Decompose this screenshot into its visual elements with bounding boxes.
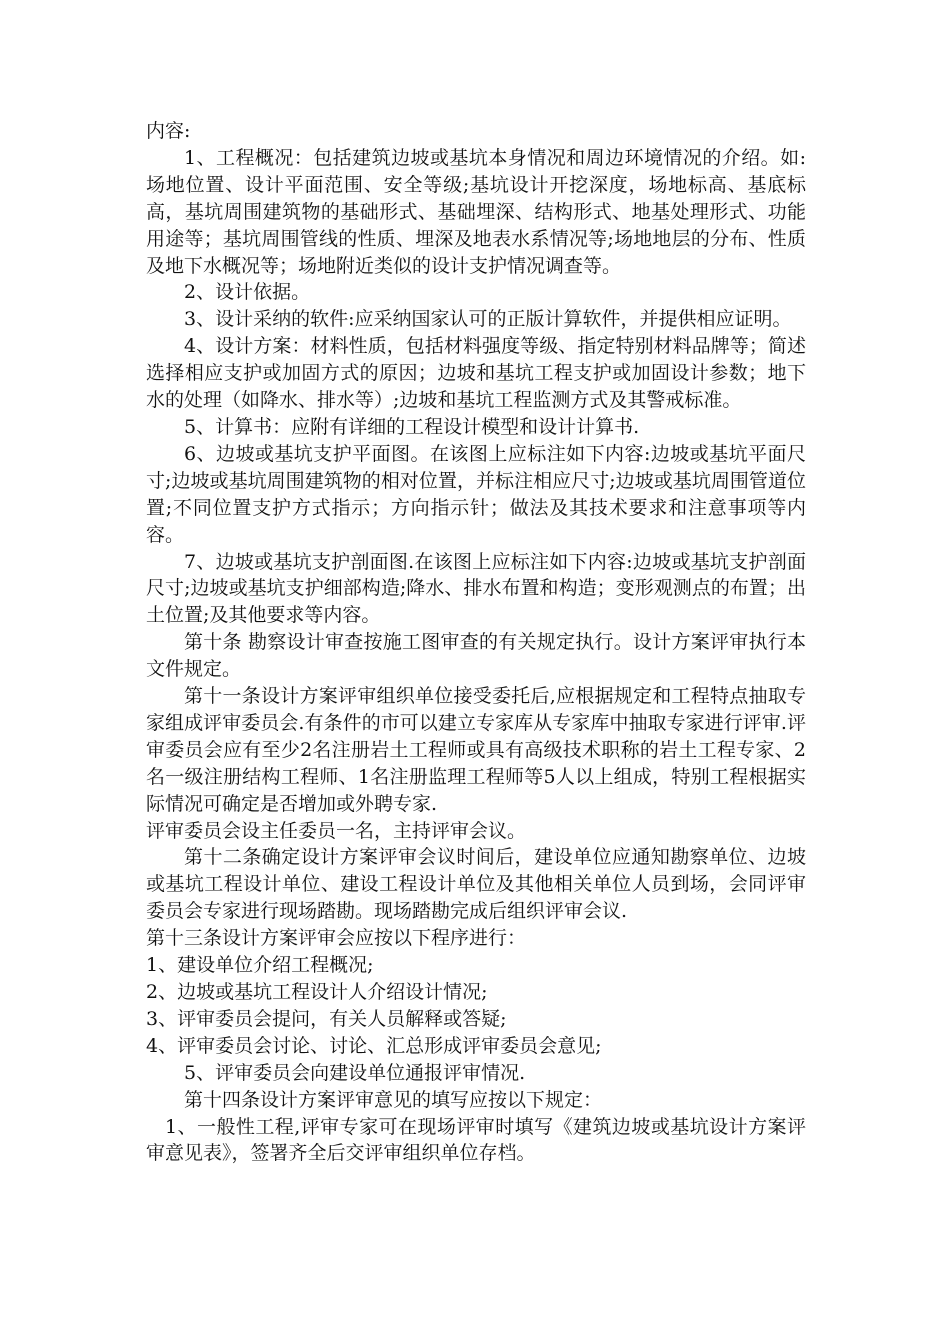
content-heading: 内容: (146, 120, 191, 142)
article-13: 第十三条设计方案评审会应按以下程序进行： (146, 927, 527, 950)
procedure-step-5: 5、评审委员会向建设单位通报评审情况. (184, 1061, 526, 1084)
procedure-step-2: 2、边坡或基坑工程设计人介绍设计情况; (146, 981, 488, 1003)
document-body (146, 118, 806, 1167)
article-12: 第十二条确定设计方案评审会议时间后，建设单位应通知勘察单位、边坡或基坑工程设计单位、建设工程设计单位及其他相关单位人员到场，会同评审委员会专家进行现场踏勘。现场踏勘完成后组织评审会议. (146, 846, 806, 923)
article-14-item-1: 1、一般性工程,评审专家可在现场评审时填写《建筑边坡或基坑设计方案评审意见表》，签署齐全后交评审组织单位存档。 (146, 1115, 806, 1165)
procedure-step-1: 1、建设单位介绍工程概况; (146, 954, 374, 977)
item-1-project-overview: 1、工程概况：包括建筑边坡或基坑本身情况和周边环境情况的介绍。如:场地位置、设计平面范围、安全等级;基坑设计开挖深度，场地标高、基底标高，基坑周围建筑物的基础形式、基础埋深、结构形式、地基处理形式、功能用途等；基坑周围管线的性质、埋深及地表水系情况等;场地地层的分布、性质及地下水概况等；场地附近类似的设计支护情况调查等。 (146, 146, 806, 277)
committee-chair-note: 评审委员会设主任委员一名，主持评审会议。 (146, 819, 527, 842)
item-2-design-basis: 2、设计依据。 (184, 281, 311, 304)
procedure-step-4: 4、评审委员会讨论、讨论、汇总形成评审委员会意见; (146, 1034, 602, 1057)
article-10: 第十条 勘察设计审查按施工图审查的有关规定执行。设计方案评审执行本文件规定。 (146, 631, 806, 681)
item-3-software: 3、设计采纳的软件:应采纳国家认可的正版计算软件，并提供相应证明。 (184, 308, 792, 331)
article-14: 第十四条设计方案评审意见的填写应按以下规定： (184, 1088, 603, 1111)
item-5-calculation: 5、计算书：应附有详细的工程设计模型和设计计算书. (184, 415, 640, 438)
item-6-plan-drawing: 6、边坡或基坑支护平面图。在该图上应标注如下内容:边坡或基坑平面尺寸;边坡或基坑周围建筑物的相对位置，并标注相应尺寸;边坡或基坑周围管道位置;不同位置支护方式指示；方向指示针；做法及其技术要求和注意事项等内容。 (146, 442, 806, 546)
procedure-step-3: 3、评审委员会提问，有关人员解释或答疑; (146, 1007, 507, 1030)
item-4-design-plan: 4、设计方案：材料性质，包括材料强度等级、指定特别材料品牌等；简述选择相应支护或加固方式的原因；边坡和基坑工程支护或加固设计参数；地下水的处理（如降水、排水等）;边坡和基坑工程监测方式及其警戒标准。 (146, 335, 806, 412)
article-11: 第十一条设计方案评审组织单位接受委托后,应根据规定和工程特点抽取专家组成评审委员会.有条件的市可以建立专家库从专家库中抽取专家进行评审.评审委员会应有至少2名注册岩土工程师或具有高级技术职称的岩土工程专家、2名一级注册结构工程师、1名注册监理工程师等5人以上组成，特别工程根据实际情况可确定是否增加或外聘专家. (146, 685, 806, 815)
item-7-section-drawing: 7、边坡或基坑支护剖面图.在该图上应标注如下内容:边坡或基坑支护剖面尺寸;边坡或基坑支护细部构造;降水、排水布置和构造；变形观测点的布置；出土位置;及其他要求等内容。 (146, 550, 806, 627)
